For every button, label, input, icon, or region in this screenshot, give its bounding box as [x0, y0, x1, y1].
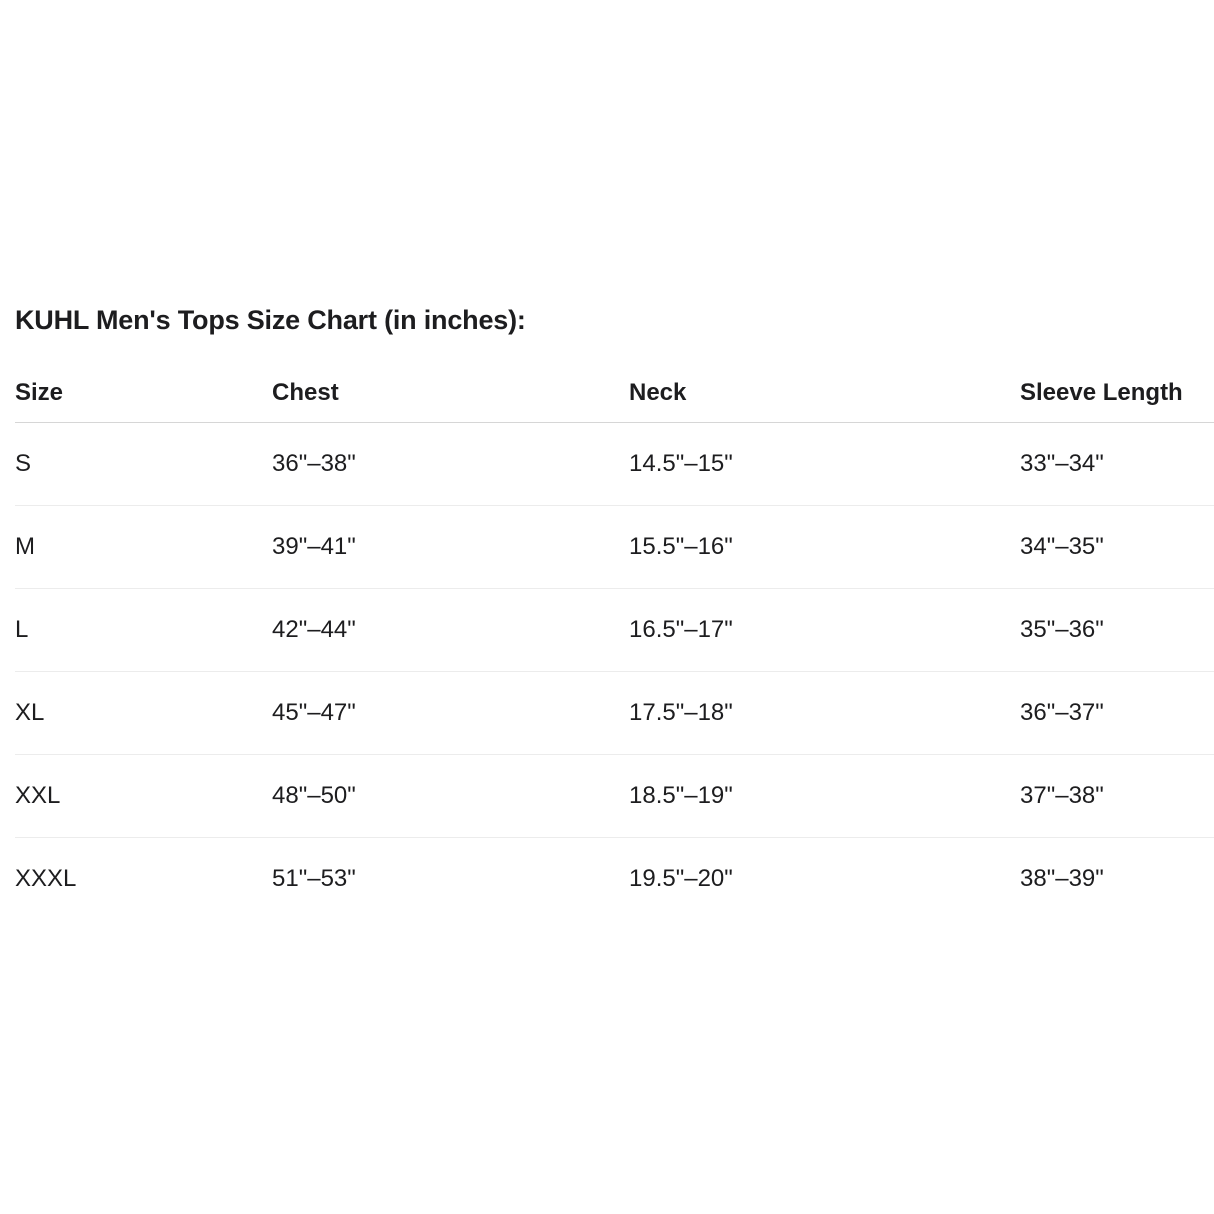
cell-size: L	[15, 589, 272, 672]
page-title: KUHL Men's Tops Size Chart (in inches):	[15, 305, 526, 335]
header-sleeve-length: Sleeve Length	[1020, 364, 1214, 423]
cell-chest: 36"–38"	[272, 423, 629, 506]
table-header-row	[15, 364, 1214, 423]
header-chest: Chest	[272, 364, 629, 423]
cell-chest: 42"–44"	[272, 589, 629, 672]
size-chart-table	[15, 364, 1214, 920]
cell-sleeve-length: 38"–39"	[1020, 865, 1104, 892]
table-row	[15, 506, 1214, 589]
cell-neck: 14.5"–15"	[629, 423, 1020, 506]
cell-size: S	[15, 423, 272, 506]
cell-sleeve-length: 36"–37"	[1020, 672, 1214, 755]
cell-sleeve-length: 34"–35"	[1020, 506, 1214, 589]
cell-chest: 45"–47"	[272, 672, 629, 755]
cell-sleeve-length: 35"–36"	[1020, 589, 1214, 672]
cell-chest: 48"–50"	[272, 755, 629, 838]
cell-neck: 16.5"–17"	[629, 589, 1020, 672]
table-row	[15, 838, 1214, 921]
cell-sleeve-length: 33"–34"	[1020, 423, 1214, 506]
cell-chest: 39"–41"	[272, 506, 629, 589]
cell-size: XXXL	[15, 865, 77, 892]
cell-neck: 19.5"–20"	[629, 865, 733, 892]
header-neck: Neck	[629, 364, 1020, 423]
table-row	[15, 423, 1214, 506]
cell-size: M	[15, 506, 272, 589]
table-row	[15, 589, 1214, 672]
table-row	[15, 755, 1214, 838]
header-size: Size	[15, 364, 272, 423]
cell-chest: 51"–53"	[272, 865, 356, 892]
cell-size: XL	[15, 672, 272, 755]
table-row	[15, 672, 1214, 755]
cell-neck: 17.5"–18"	[629, 672, 1020, 755]
cell-sleeve-length: 37"–38"	[1020, 755, 1214, 838]
cell-neck: 18.5"–19"	[629, 755, 1020, 838]
cell-neck: 15.5"–16"	[629, 506, 1020, 589]
cell-size: XXL	[15, 755, 272, 838]
